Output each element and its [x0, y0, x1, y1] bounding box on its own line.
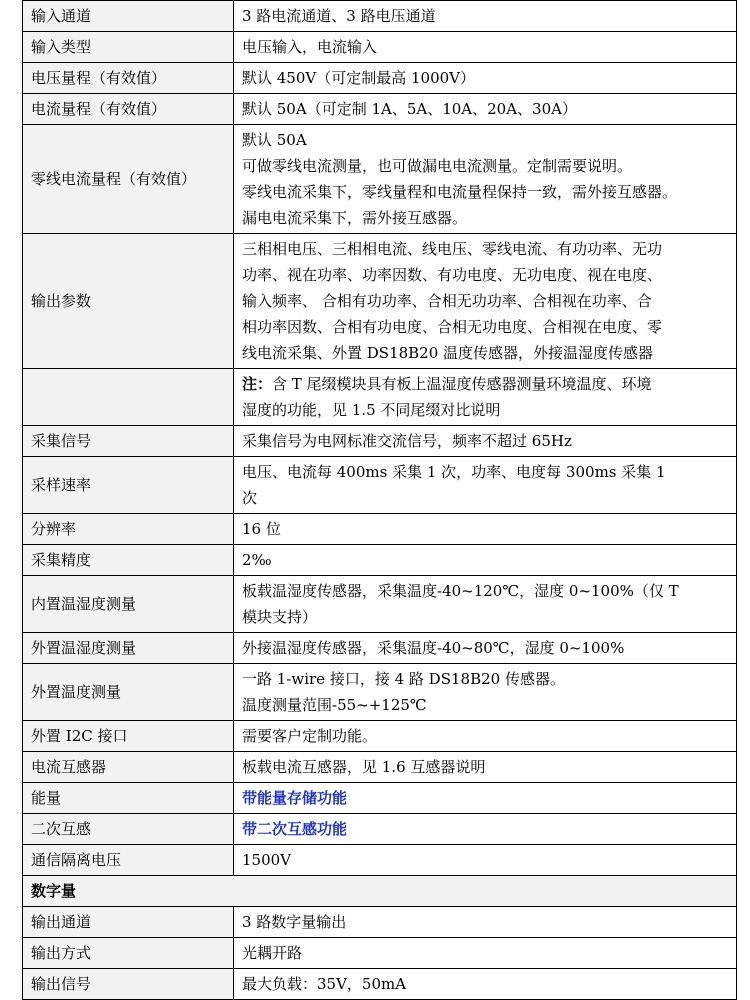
feature-highlight: 带能量存储功能: [242, 789, 348, 807]
spec-value: [234, 633, 737, 664]
digital-key: 输出信号: [23, 969, 234, 1000]
spec-table: [22, 0, 737, 1000]
spec-row: [23, 457, 737, 514]
spec-key: 采样速率: [23, 457, 234, 514]
value-line: 板载温湿度传感器，采集温度-40~120℃，湿度 0~100%（仅 T: [242, 582, 679, 600]
spec-value: [234, 369, 737, 426]
spec-key: 分辨率: [23, 514, 234, 545]
section-row: [23, 876, 737, 907]
value-line: 零线电流采集下，零线量程和电流量程保持一致，需外接互感器。: [242, 183, 678, 201]
spec-value: [234, 721, 737, 752]
value-line: 3 路数字量输出: [242, 913, 347, 931]
spec-key: 采集信号: [23, 426, 234, 457]
value-line: 默认 50A（可定制 1A、5A、10A、20A、30A）: [242, 100, 577, 118]
spec-table-body: [23, 1, 737, 1000]
spec-value: [234, 845, 737, 876]
digital-row: [23, 907, 737, 938]
spec-value: [234, 426, 737, 457]
spec-value: [234, 32, 737, 63]
spec-value: [234, 125, 737, 234]
spec-key: [23, 369, 234, 426]
spec-row: [23, 664, 737, 721]
spec-row: [23, 752, 737, 783]
value-line: 电压输入，电流输入: [242, 38, 378, 56]
value-line: 漏电电流采集下，需外接互感器。: [242, 209, 468, 227]
spec-row: [23, 514, 737, 545]
value-line: 需要客户定制功能。: [242, 727, 378, 745]
value-line: 一路 1-wire 接口，接 4 路 DS18B20 传感器。: [242, 670, 565, 688]
spec-key: 能量: [23, 783, 234, 814]
spec-row: [23, 426, 737, 457]
spec-key: 电流量程（有效值）: [23, 94, 234, 125]
spec-key: 电压量程（有效值）: [23, 63, 234, 94]
value-line: 默认 450V（可定制最高 1000V）: [242, 69, 476, 87]
value-line: 次: [242, 489, 258, 507]
feature-highlight: 带二次互感功能: [242, 820, 348, 838]
spec-row: [23, 783, 737, 814]
value-line: 默认 50A: [242, 131, 307, 149]
spec-row: [23, 576, 737, 633]
note-label: 注：: [242, 375, 273, 393]
value-line: 3 路电流通道、3 路电压通道: [242, 7, 436, 25]
value-line: 可做零线电流测量，也可做漏电电流测量。定制需要说明。: [242, 157, 633, 175]
value-line: 1500V: [242, 851, 292, 869]
spec-value: [234, 783, 737, 814]
digital-key: 输出通道: [23, 907, 234, 938]
spec-key: 输出参数: [23, 234, 234, 369]
spec-sheet: [22, 0, 736, 1000]
spec-value: [234, 514, 737, 545]
digital-row: [23, 969, 737, 1000]
spec-value: [234, 664, 737, 721]
value-line: 16 位: [242, 520, 281, 538]
spec-row: [23, 845, 737, 876]
spec-value: [234, 752, 737, 783]
value-line: 光耦开路: [242, 944, 303, 962]
value-line: 外接温湿度传感器，采集温度-40~80℃，湿度 0~100%: [242, 639, 625, 657]
value-line: 相功率因数、合相有功电度、合相无功电度、合相视在电度、零: [242, 318, 663, 336]
spec-key: 采集精度: [23, 545, 234, 576]
spec-key: 内置温湿度测量: [23, 576, 234, 633]
section-title: 数字量: [23, 876, 737, 907]
value-line: 模块支持）: [242, 608, 318, 626]
spec-key: 输入通道: [23, 1, 234, 32]
spec-row: [23, 721, 737, 752]
value-line: 湿度的功能，见 1.5 不同尾缀对比说明: [242, 401, 501, 419]
spec-row: [23, 234, 737, 369]
spec-value: [234, 94, 737, 125]
spec-key: 外置温湿度测量: [23, 633, 234, 664]
value-line: 电压、电流每 400ms 采集 1 次，功率、电度每 300ms 采集 1: [242, 463, 666, 481]
digital-row: [23, 938, 737, 969]
spec-value: [234, 63, 737, 94]
spec-row: [23, 125, 737, 234]
value-line: 2‰: [242, 551, 272, 569]
value-line: 温度测量范围-55~+125℃: [242, 696, 427, 714]
spec-key: 外置温度测量: [23, 664, 234, 721]
spec-value: [234, 1, 737, 32]
spec-row: [23, 32, 737, 63]
spec-value: [234, 814, 737, 845]
spec-row: [23, 545, 737, 576]
digital-key: 输出方式: [23, 938, 234, 969]
value-line: 最大负载：35V，50mA: [242, 975, 407, 993]
spec-key: 外置 I2C 接口: [23, 721, 234, 752]
spec-row: [23, 94, 737, 125]
digital-value: [234, 969, 737, 1000]
digital-value: [234, 938, 737, 969]
value-line: 板载电流互感器，见 1.6 互感器说明: [242, 758, 486, 776]
value-line: 线电流采集、外置 DS18B20 温度传感器，外接温湿度传感器: [242, 344, 654, 362]
spec-key: 输入类型: [23, 32, 234, 63]
spec-key: 电流互感器: [23, 752, 234, 783]
spec-row: [23, 814, 737, 845]
digital-value: [234, 907, 737, 938]
spec-row: [23, 1, 737, 32]
value-line: 功率、视在功率、功率因数、有功电度、无功电度、视在电度、: [242, 266, 663, 284]
spec-row: [23, 63, 737, 94]
spec-row: [23, 369, 737, 426]
spec-key: 通信隔离电压: [23, 845, 234, 876]
spec-row: [23, 633, 737, 664]
value-line: 采集信号为电网标准交流信号，频率不超过 65Hz: [242, 432, 572, 450]
value-line: 注：含 T 尾缀模块具有板上温湿度传感器测量环境温度、环境: [242, 375, 652, 393]
spec-key: 二次互感: [23, 814, 234, 845]
spec-value: [234, 234, 737, 369]
spec-key: 零线电流量程（有效值）: [23, 125, 234, 234]
value-line: 三相相电压、三相相电流、线电压、零线电流、有功功率、无功: [242, 240, 663, 258]
spec-value: [234, 576, 737, 633]
value-line: 输入频率、 合相有功功率、合相无功功率、合相视在功率、合: [242, 292, 652, 310]
spec-value: [234, 457, 737, 514]
spec-value: [234, 545, 737, 576]
